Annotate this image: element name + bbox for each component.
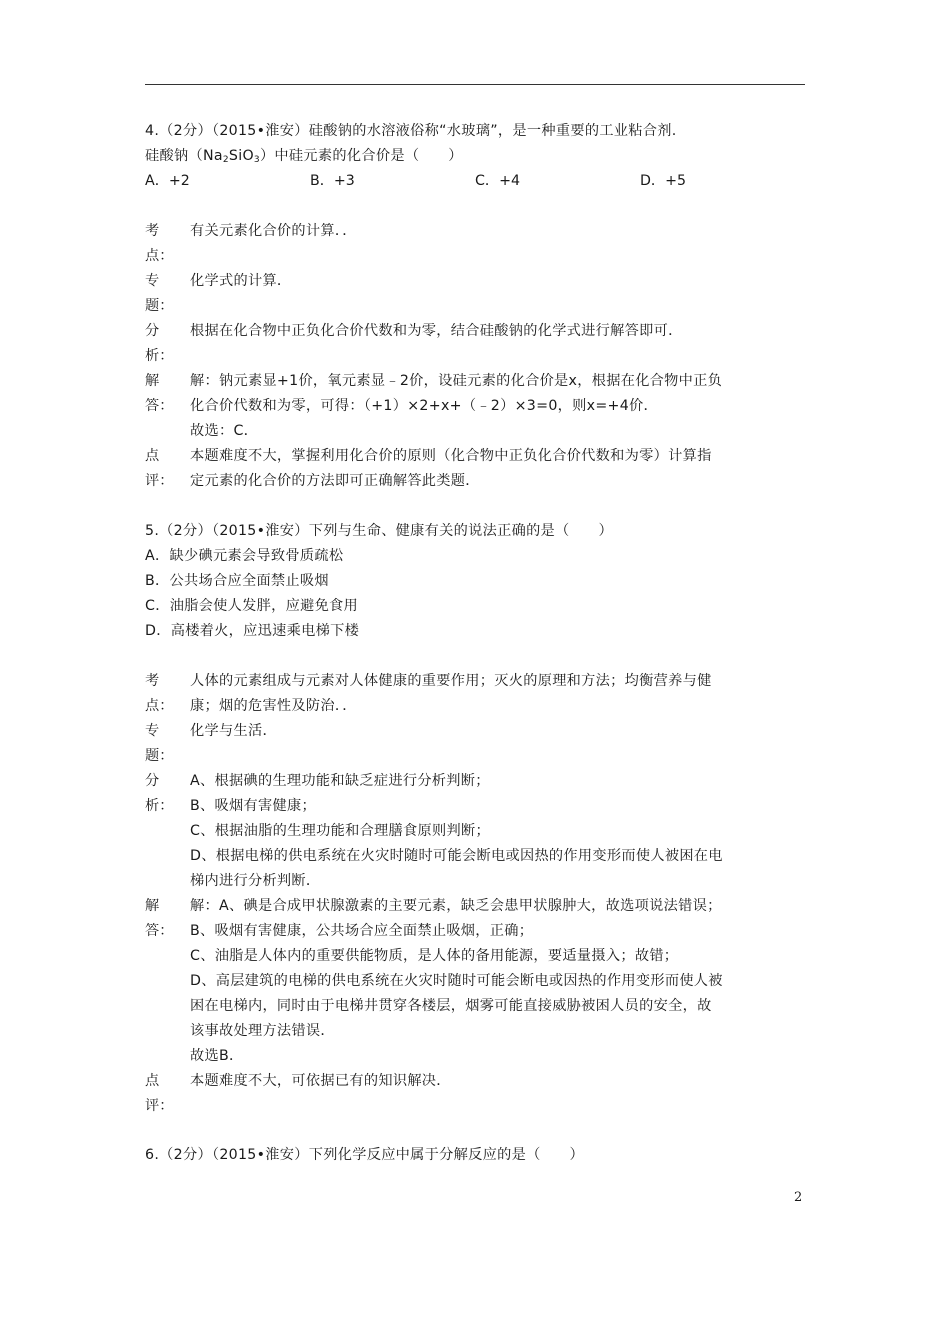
q5-label-zhuan: 专: [145, 723, 160, 739]
q5-jieda-line6: 该事故处理方法错误．: [190, 1023, 335, 1039]
q4-zhuanti: 化学式的计算．: [190, 273, 292, 289]
q4-option-b: B．+3: [310, 173, 355, 189]
q4-stem-line2-post: ）中硅元素的化合价是（ ）: [259, 148, 463, 164]
q4-jieda-line2: 化合价代数和为零，可得：（+1）×2+x+（﹣2）×3=0，则x=+4价．: [190, 398, 658, 414]
q5-label-dian1: 点：: [145, 698, 174, 714]
q5-option-c: C．油脂会使人发胖，应避免食用: [145, 598, 359, 614]
q5-jieda-line5: 困在电梯内，同时由于电梯井贯穿各楼层，烟雾可能直接威胁被困人员的安全，故: [190, 998, 712, 1014]
q4-fenxi: 根据在化合物中正负化合价代数和为零，结合硅酸钠的化学式进行解答即可．: [190, 323, 683, 339]
q5-stem: 5.（2分）（2015•淮安）下列与生命、健康有关的说法正确的是（ ）: [145, 523, 613, 539]
q5-dianping: 本题难度不大，可依据已有的知识解决．: [190, 1073, 451, 1089]
q5-jieda-line7: 故选B．: [190, 1048, 244, 1064]
q5-zhuanti: 化学与生活．: [190, 723, 277, 739]
q4-stem-line1: 4.（2分）（2015•淮安）硅酸钠的水溶液俗称“水玻璃”，是一种重要的工业粘合剂.: [145, 123, 677, 139]
q5-label-dian2: 点: [145, 1073, 160, 1089]
q4-stem-line2-pre: 硅酸钠（Na: [145, 148, 223, 164]
q4-label-fen: 分: [145, 323, 160, 339]
q5-jieda-line1: 解：A、碘是合成甲状腺激素的主要元素，缺乏会患甲状腺肿大，故选项说法错误；: [190, 898, 722, 914]
q4-label-zhuan: 专: [145, 273, 160, 289]
q4-label-ping: 评：: [145, 473, 174, 489]
q5-fenxi-line5: 梯内进行分析判断．: [190, 873, 321, 889]
q5-option-d: D．高楼着火，应迅速乘电梯下楼: [145, 623, 360, 639]
header-rule: [145, 84, 805, 85]
q4-formula-sub-2: 2: [222, 155, 229, 165]
q5-label-xi: 析：: [145, 798, 174, 814]
q5-fenxi-line2: B、吸烟有害健康；: [190, 798, 316, 814]
q5-jieda-line4: D、高层建筑的电梯的供电系统在火灾时随时可能会断电或因热的作用变形而使人被: [190, 973, 723, 989]
q5-label-da: 答：: [145, 923, 174, 939]
q5-jieda-line3: C、油脂是人体内的重要供能物质，是人体的备用能源，要适量摄入；故错；: [190, 948, 679, 964]
q5-kaodian-line1: 人体的元素组成与元素对人体健康的重要作用；灭火的原理和方法；均衡营养与健: [190, 673, 712, 689]
q4-label-xi: 析：: [145, 348, 174, 364]
q5-fenxi-line3: C、根据油脂的生理功能和合理膳食原则判断；: [190, 823, 490, 839]
q4-stem-line2: [145, 146, 463, 166]
page-number: 2: [794, 1190, 803, 1205]
q4-label-jie: 解: [145, 373, 160, 389]
q5-label-fen: 分: [145, 773, 160, 789]
q5-jieda-line2: B、吸烟有害健康，公共场合应全面禁止吸烟，正确；: [190, 923, 534, 939]
q4-option-d: D．+5: [640, 173, 687, 189]
q4-label-kao: 考: [145, 223, 160, 239]
q5-label-kao: 考: [145, 673, 160, 689]
q4-label-dian1: 点：: [145, 248, 174, 264]
q4-option-c: C．+4: [475, 173, 521, 189]
q4-stem-line2-mid: SiO: [228, 148, 254, 164]
q4-formula-sub-3: 3: [253, 155, 260, 165]
q4-jieda-line3: 故选：C．: [190, 423, 259, 439]
q5-kaodian-line2: 康；烟的危害性及防治．．: [190, 698, 357, 714]
q5-fenxi-line1: A、根据碘的生理功能和缺乏症进行分析判断；: [190, 773, 490, 789]
q4-dianping-line2: 定元素的化合价的方法即可正确解答此类题．: [190, 473, 480, 489]
q4-label-ti: 题：: [145, 298, 174, 314]
q4-dianping-line1: 本题难度不大，掌握利用化合价的原则（化合物中正负化合价代数和为零）计算指: [190, 448, 712, 464]
q6-stem: 6.（2分）（2015•淮安）下列化学反应中属于分解反应的是（ ）: [145, 1147, 585, 1163]
q5-fenxi-line4: D、根据电梯的供电系统在火灾时随时可能会断电或因热的作用变形而使人被困在电: [190, 848, 723, 864]
q4-label-dian2: 点: [145, 448, 160, 464]
q4-jieda-line1: 解：钠元素显+1价，氧元素显﹣2价，设硅元素的化合价是x，根据在化合物中正负: [190, 373, 723, 389]
q5-label-ping: 评：: [145, 1098, 174, 1114]
q5-option-a: A．缺少碘元素会导致骨质疏松: [145, 548, 344, 564]
q4-label-da: 答：: [145, 398, 174, 414]
q5-label-ti: 题：: [145, 748, 174, 764]
q4-kaodian: 有关元素化合价的计算．．: [190, 223, 357, 239]
q4-option-a: A．+2: [145, 173, 190, 189]
q5-label-jie: 解: [145, 898, 160, 914]
q5-option-b: B．公共场合应全面禁止吸烟: [145, 573, 329, 589]
